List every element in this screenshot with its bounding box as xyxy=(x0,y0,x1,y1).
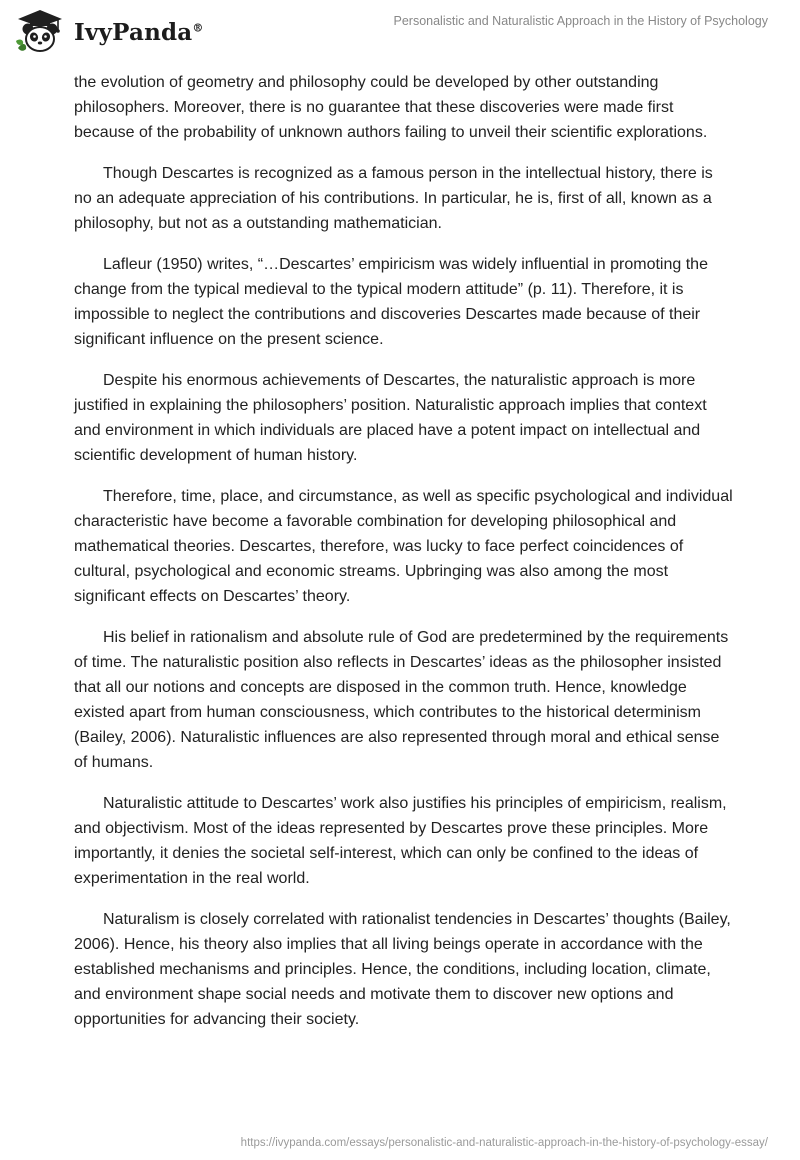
paragraph: Lafleur (1950) writes, “…Descartes’ empiricism was widely influential in promoting the change from the typical medieval to the typical modern attitude” (p. 11). Therefore, it is impossible to neglect the contributions and discoveries Descartes made because of their significant influence on the present science. xyxy=(74,256,708,348)
page-header xyxy=(0,0,800,60)
paragraph: Though Descartes is recognized as a famous person in the intellectual history, there is no an adequate appreciation of his contributions. In particular, he is, first of all, known as a philosophy, but not as a outstanding mathematician. xyxy=(74,165,713,232)
paragraph: Therefore, time, place, and circumstance, as well as specific psychological and individual characteristic have become a favorable combination for developing philosophical and mathematical theories. Descartes, therefore, was lucky to face perfect coincidences of cultural, psychological and economic streams. Upbringing was also among the most significant effects on Descartes’ theory. xyxy=(74,488,733,605)
paragraph: the evolution of geometry and philosophy could be developed by other outstanding philosophers. Moreover, there is no guarantee that these discoveries were made first because of the probability of unknown authors failing to unveil their scientific explorations. xyxy=(74,74,708,141)
source-url-link[interactable]: https://ivypanda.com/essays/personalistic-and-naturalistic-approach-in-the-history-of-psychology-essay/ xyxy=(240,1137,768,1149)
paragraph: Naturalism is closely correlated with rationalist tendencies in Descartes’ thoughts (Bailey, 2006). Hence, his theory also implies that all living beings operate in accordance with the established mechanisms and principles. Hence, the conditions, including location, climate, and environment shape social needs and motivate them to discover new options and opportunities for advancing their society. xyxy=(74,911,731,1028)
ivypanda-logo[interactable] xyxy=(14,8,204,56)
paragraph: Despite his enormous achievements of Descartes, the naturalistic approach is more justified in explaining the philosophers’ position. Naturalistic approach implies that context and environment in which individuals are placed have a potent impact on intellectual and scientific development of human history. xyxy=(74,372,707,464)
brand-name: IvyPanda® xyxy=(74,18,204,46)
panda-graduate-icon xyxy=(14,8,66,56)
paragraph: His belief in rationalism and absolute rule of God are predetermined by the requirements of time. The naturalistic position also reflects in Descartes’ ideas as the philosopher insisted that all our notions and concepts are disposed in the common truth. Hence, knowledge existed apart from human consciousness, which contributes to the historical determinism (Bailey, 2006). Naturalistic influences are also represented through moral and ethical sense of humans. xyxy=(74,629,729,771)
paragraph: Naturalistic attitude to Descartes’ work also justifies his principles of empiricism, realism, and objectivism. Most of the ideas represented by Descartes prove these principles. More importantly, it denies the societal self-interest, which can only be confined to the ideas of experimentation in the real world. xyxy=(74,795,727,887)
essay-body xyxy=(74,70,734,1048)
registered-mark: ® xyxy=(192,20,204,34)
document-title: Personalistic and Naturalistic Approach in the History of Psychology xyxy=(393,14,768,28)
